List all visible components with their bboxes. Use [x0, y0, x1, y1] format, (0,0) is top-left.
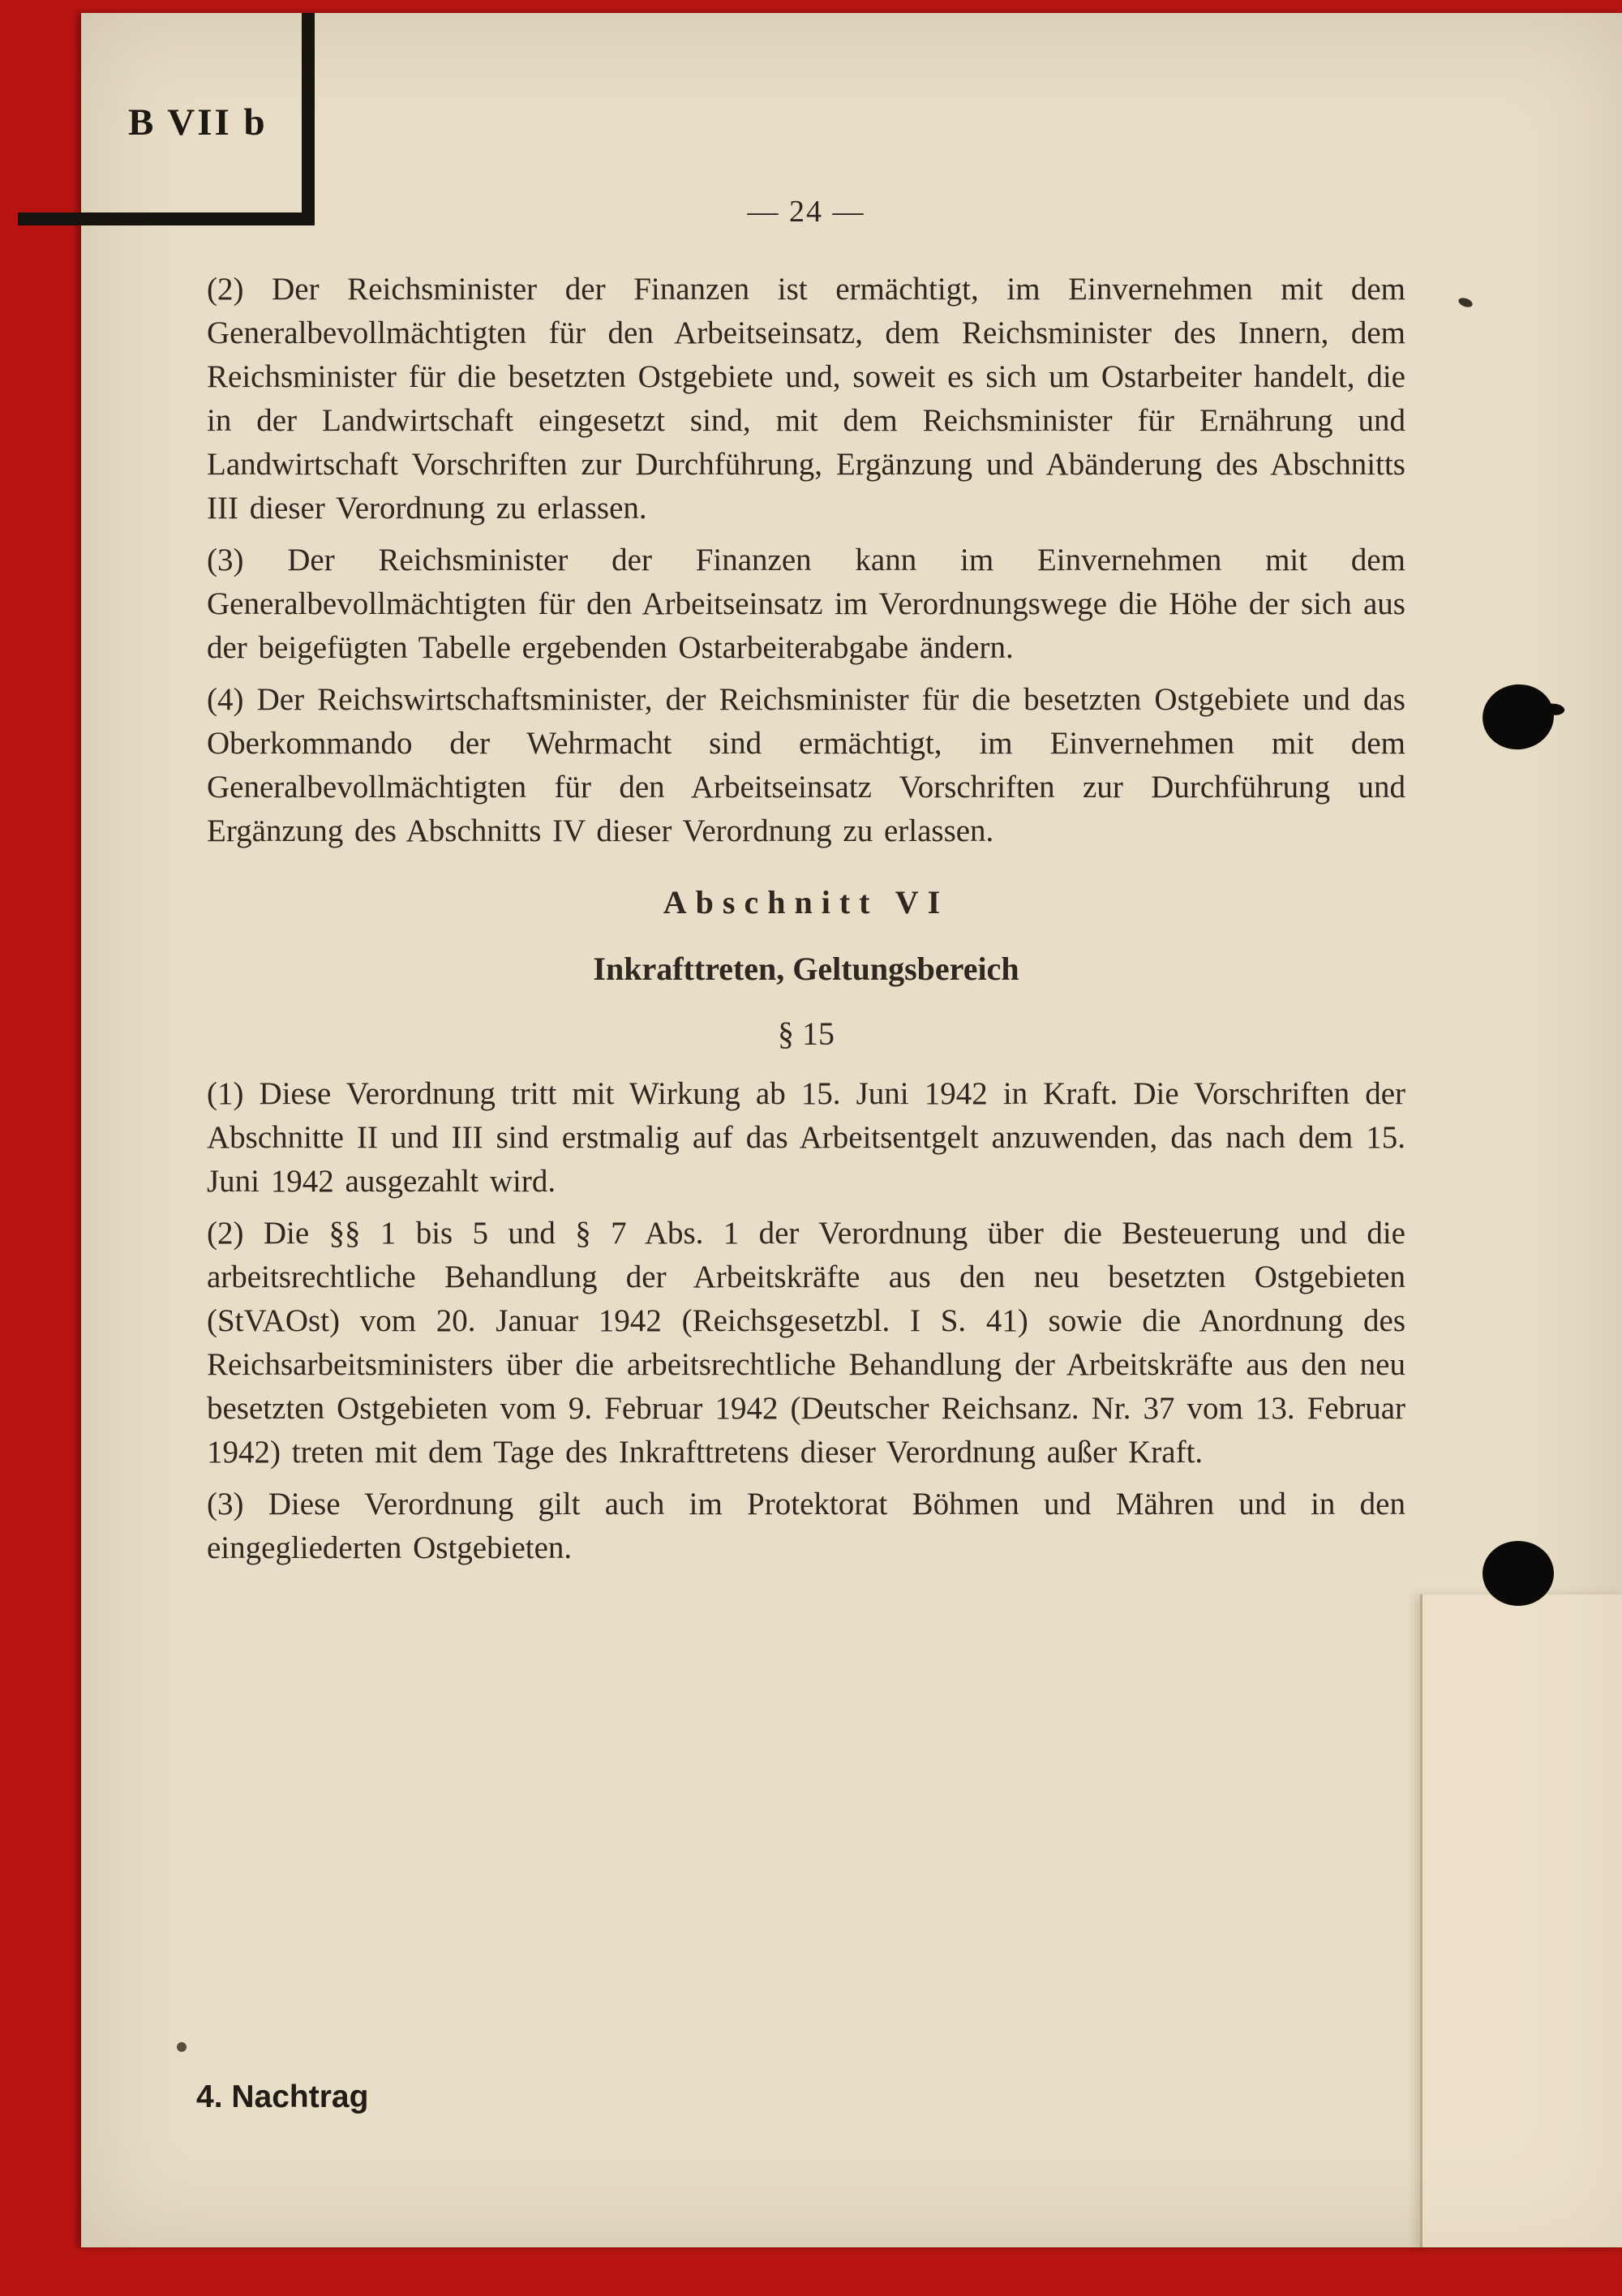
text-column	[207, 190, 1405, 1578]
punch-hole-bottom	[1483, 1541, 1554, 1606]
section-paragraph-1: (1) Diese Verordnung tritt mit Wirkung ab 15. Juni 1942 in Kraft. Die Vorschriften der Abschnitte II und III sind erstmalig auf das Arbeitsentgelt anzuwenden, das nach dem 15. Juni 1942 ausgezahlt wird.	[207, 1076, 1405, 1199]
page-number: — 24 —	[747, 195, 865, 229]
ink-speck	[1457, 296, 1474, 309]
section-heading: Abschnitt VI	[663, 884, 950, 921]
section-subheading: Inkrafttreten, Geltungsbereich	[593, 951, 1019, 987]
paper-sheet	[81, 13, 1622, 2247]
classification-label: B VII b	[128, 101, 268, 144]
paragraph-mark: § 15	[778, 1015, 835, 1052]
punch-hole-top	[1478, 680, 1558, 753]
ink-speck	[177, 2042, 187, 2052]
paragraph-2: (2) Der Reichsminister der Finanzen ist ermächtigt, im Einvernehmen mit dem Generalbevollmächtigten für den Arbeitseinsatz, dem Reichsminister des Innern, dem Reichsminister für die besetzten Ostgebiete und, soweit es sich um Ostarbeiter handelt, die in der Landwirtschaft eingesetzt sind, mit dem Reichsminister für Ernährung und Landwirtschaft Vorschriften zur Durchführung, Ergänzung und Abänderung des Abschnitts III dieser Verordnung zu erlassen.	[207, 272, 1405, 526]
section-paragraph-3: (3) Diese Verordnung gilt auch im Protektorat Böhmen und Mähren und in den eingegliederten Ostgebieten.	[207, 1487, 1405, 1565]
underlying-sheet-edge	[1420, 1594, 1622, 2247]
footer-label: 4. Nachtrag	[196, 2079, 369, 2114]
paragraph-4: (4) Der Reichswirtschaftsminister, der Reichsminister für die besetzten Ostgebiete und das Oberkommando der Wehrmacht sind ermächtigt, im Einvernehmen mit dem Generalbevollmächtigten für den Arbeitseinsatz Vorschriften zur Durchführung und Ergänzung des Abschnitts IV dieser Verordnung zu erlassen.	[207, 682, 1405, 848]
section-paragraph-2: (2) Die §§ 1 bis 5 und § 7 Abs. 1 der Verordnung über die Besteuerung und die arbeitsrechtliche Behandlung der Arbeitskräfte aus den neu besetzten Ostgebieten (StVAOst) vom 20. Januar 1942 (Reichsgesetzbl. I S. 41) sowie die Anordnung des Reichsarbeitsministers über die arbeitsrechtliche Behandlung der Arbeitskräfte aus den neu besetzten Ostgebieten vom 9. Februar 1942 (Deutscher Reichsanz. Nr. 37 vom 13. Februar 1942) treten mit dem Tage des Inkrafttretens dieser Verordnung außer Kraft.	[207, 1216, 1405, 1470]
paragraph-3: (3) Der Reichsminister der Finanzen kann im Einvernehmen mit dem Generalbevollmächtigten für den Arbeitseinsatz im Verordnungswege die Höhe der sich aus der beigefügten Tabelle ergebenden Ostarbeiterabgabe ändern.	[207, 543, 1405, 665]
